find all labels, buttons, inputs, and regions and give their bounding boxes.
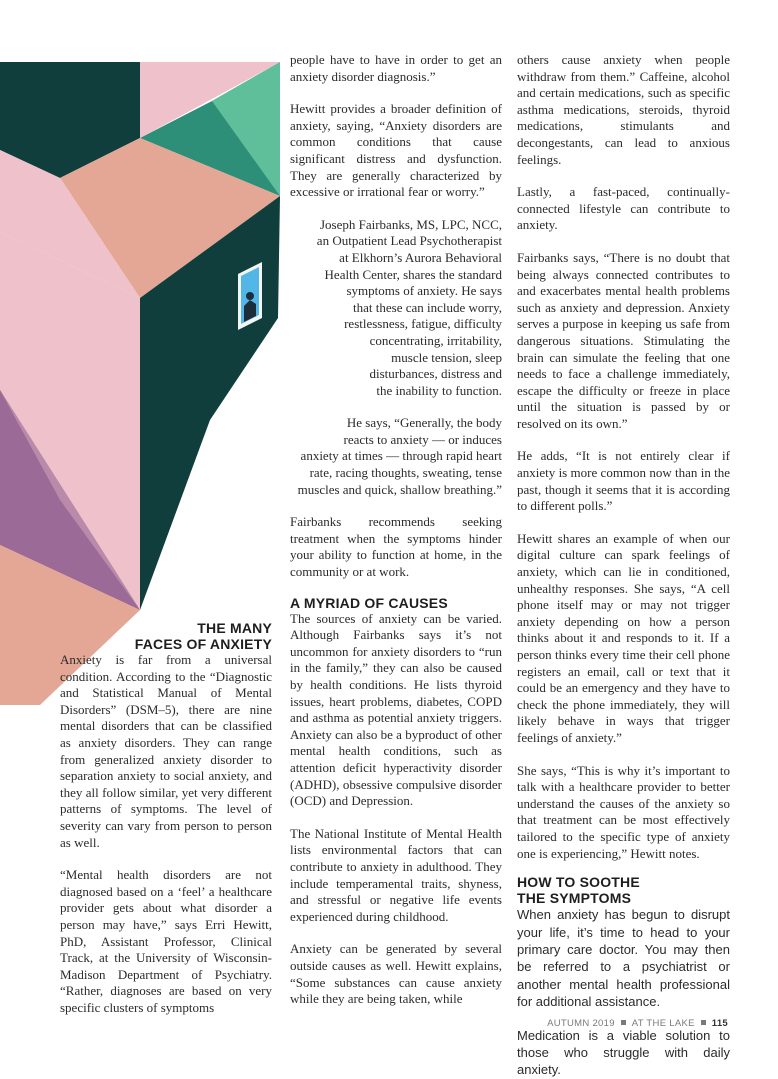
paragraph-always-connected: Fairbanks says, “There is no doubt that being always connected contributes to and exacerbates mental health problems such as anxiety and depression. Anxiety serves a purpose in keeping us safe from dangerous situations. Stimulating the brain can simulate the feeling that one needs to face a challenge immediately, escape the difficulty or freeze in place until the situation is passed by or resolved on its own.” <box>517 249 730 431</box>
paragraph-fairbanks-symptoms <box>290 217 502 400</box>
square-bullet-icon <box>701 1020 706 1025</box>
paragraph-seek-treatment: Fairbanks recommends seeking treatment when the symptoms hinder your ability to function at home, in the community or at work. <box>290 514 502 580</box>
text-line: symptoms of anxiety. He says <box>346 283 502 299</box>
heading-soothe-symptoms <box>517 874 730 906</box>
heading-many-faces-line1: THE MANY <box>197 620 272 636</box>
paragraph-outside-causes: Anxiety can be generated by several outside causes as well. Hewitt explains, “Some substances can cause anxiety while they are being taken, while <box>290 941 502 1007</box>
text-line: muscle tension, sleep <box>391 349 502 365</box>
text-line: at Elkhorn’s Aurora Behavioral <box>339 249 502 265</box>
text-line: reacts to anxiety — or induces <box>343 431 502 447</box>
paragraph-medication: Medication is a viable solution to those who struggle with daily anxiety. <box>517 1027 730 1078</box>
footer-issue: AUTUMN 2019 <box>547 1018 615 1029</box>
paragraph-anxiety-universal: Anxiety is far from a universal condition. According to the “Diagnostic and Statistical Manual of Mental Disorders” (DSM–5), there are nine mental disorders that can be classified as anxiety disorders. They can range from generalized anxiety disorder to separation anxiety to social anxiety, and they all follow similar, yet very different patterns of symptoms. The level of severity can vary from person to person as well. <box>60 652 272 850</box>
text-line: He says, “Generally, the body <box>346 415 502 431</box>
heading-many-faces-line2: FACES OF ANXIETY <box>134 636 272 652</box>
text-line: concentrating, irritability, <box>369 332 502 348</box>
page-number: 115 <box>711 1018 728 1029</box>
column-three <box>517 52 730 1079</box>
page-footer <box>547 1018 728 1029</box>
text-line: Health Center, shares the standard <box>324 266 502 282</box>
paragraph-more-common: He adds, “It is not entirely clear if anxiety is more common now than in the past, though it seems that it is according to different polls.” <box>517 448 730 514</box>
paragraph-diagnosis-end: people have to have in order to get an anxiety disorder diagnosis.” <box>290 52 502 84</box>
text-line: muscles and quick, shallow breathing.” <box>297 481 502 497</box>
text-line: anxiety at times — through rapid heart <box>300 448 502 464</box>
heading-soothe-line2: THE SYMPTOMS <box>517 890 632 907</box>
text-line: an Outpatient Lead Psychotherapist <box>316 233 502 249</box>
paragraph-withdraw: others cause anxiety when people withdraw from them.” Caffeine, alcohol and certain medications, such as specific asthma medications, steroids, thyroid medications, stimulants and decongestants, can lead to anxious feelings. <box>517 52 730 167</box>
text-line: that these can include worry, <box>353 299 502 315</box>
heading-myriad-causes: A MYRIAD OF CAUSES <box>290 594 448 611</box>
text-line: rate, racing thoughts, sweating, tense <box>309 465 502 481</box>
geometric-illustration <box>0 0 300 710</box>
window-with-figure <box>238 262 262 330</box>
square-bullet-icon <box>621 1020 626 1025</box>
paragraph-sources-varied: The sources of anxiety can be varied. Although Fairbanks says it’s not uncommon for anxiety disorders to “run in the family,” they can also be caused by health conditions. He lists thyroid issues, heart problems, diabetes, COPD and asthma as potential anxiety triggers. Anxiety can also be a byproduct of other mental health conditions, such as attention deficit hyperactivity disorder (ADHD), obsessive compulsive disorder (OCD) and Depression. <box>290 610 502 809</box>
text-line: restlessness, fatigue, difficulty <box>344 316 502 332</box>
heading-many-faces <box>60 620 272 652</box>
paragraph-diagnosis-quote: “Mental health disorders are not diagnosed based on a ‘feel’ a healthcare provider gets about what disorder a person may have,” says Erri Hewitt, PhD, Assistant Professor, Clinical Track, at the University of Wisconsin-Madison Department of Psychiatry. “Rather, diagnoses are based on very specific clusters of symptoms <box>60 867 272 1015</box>
paragraph-nimh-factors: The National Institute of Mental Health lists environmental factors that can contribute to anxiety in adulthood. They include temperamental traits, shyness, and stressful or negative life events experienced during childhood. <box>290 825 502 924</box>
text-line: the inability to function. <box>376 382 502 398</box>
paragraph-fast-paced: Lastly, a fast-paced, continually-connected lifestyle can contribute to anxiety. <box>517 184 730 233</box>
heading-soothe-line1: HOW TO SOOTHE <box>517 874 640 891</box>
column-one <box>60 620 272 1016</box>
text-line: disturbances, distress and <box>369 366 502 382</box>
column-two <box>290 52 502 1008</box>
footer-magazine: AT THE LAKE <box>631 1018 695 1029</box>
paragraph-broader-definition: Hewitt provides a broader definition of anxiety, saying, “Anxiety disorders are common conditions that cause significant distress and dysfunction. They are generally characterized by excessive or irrational fear or worry.” <box>290 101 502 200</box>
paragraph-primary-care: When anxiety has begun to disrupt your life, it’s time to head to your primary care doctor. You may then be referred to a psychiatrist or another mental health professional for additional assistance. <box>517 907 730 1010</box>
paragraph-talk-provider: She says, “This is why it’s important to talk with a healthcare provider to better understand the causes of the anxiety so that treatment can be most effectively tailored to the specific type of anxiety one is experiencing,” Hewitt notes. <box>517 762 730 861</box>
paragraph-digital-culture: Hewitt shares an example of when our digital culture can spark feelings of anxiety, which can lie in conditioned, unhealthy responses. She says, “A cell phone itself may or may not trigger anxiety depending on how a person thinks about it and responds to it. If a person thinks every time their cell phone registers an email, call or text that it could be an emergency and they have to check the phone immediately, they will likely behave in ways that trigger feelings of anxiety.” <box>517 530 730 745</box>
paragraph-body-reacts <box>290 415 502 498</box>
text-line: Joseph Fairbanks, MS, LPC, NCC, <box>319 216 502 232</box>
